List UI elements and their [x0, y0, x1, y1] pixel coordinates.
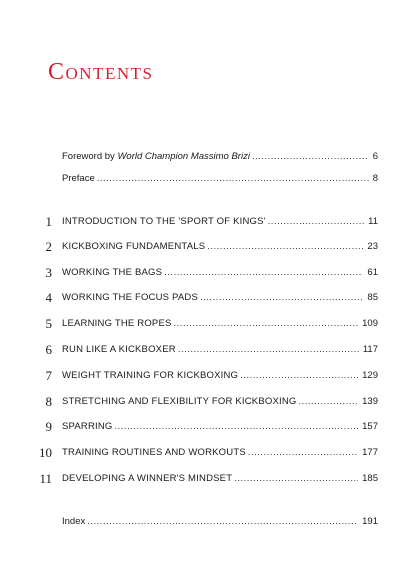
- chapter-title: INTRODUCTION TO THE 'SPORT OF KINGS': [62, 216, 266, 227]
- chapter-number: 9: [45, 419, 52, 434]
- chapter-number: 11: [39, 471, 52, 486]
- toc-page-number: 11: [368, 216, 378, 227]
- dot-leader: [97, 171, 369, 187]
- toc-entry-foreword[interactable]: [0, 149, 416, 165]
- toc-chapter-1[interactable]: [0, 214, 416, 230]
- toc-chapter-6[interactable]: [0, 342, 416, 358]
- toc-entry-label: Index: [62, 516, 86, 527]
- chapter-number: 2: [45, 239, 52, 254]
- chapter-title: LEARNING THE ROPES: [62, 318, 172, 329]
- toc-page-number: 8: [372, 173, 378, 184]
- dot-leader: [248, 445, 358, 461]
- toc-entry-label: Preface: [62, 173, 95, 184]
- toc-page-number: 157: [362, 421, 378, 432]
- toc-entry-emphasis: World Champion Massimo Brizi: [117, 151, 250, 162]
- dot-leader: [234, 471, 358, 487]
- dot-leader: [87, 514, 358, 530]
- dot-leader: [178, 342, 359, 358]
- toc-entry-preface[interactable]: [0, 171, 416, 187]
- toc-page-number: 139: [362, 396, 378, 407]
- toc-chapter-11[interactable]: [0, 471, 416, 487]
- toc-chapter-3[interactable]: [0, 265, 416, 281]
- chapter-title: WORKING THE FOCUS PADS: [62, 292, 199, 303]
- toc-page-number: 185: [362, 473, 378, 484]
- toc-entry-label: Foreword by World Champion Massimo Brizi: [62, 151, 250, 162]
- page-title: Contents: [48, 59, 154, 85]
- toc-page-number: 85: [367, 292, 378, 303]
- toc-page-number: 23: [367, 241, 378, 252]
- toc-chapter-10[interactable]: [0, 445, 416, 461]
- dot-leader: [200, 290, 363, 306]
- toc-page-number: 129: [362, 370, 378, 381]
- dot-leader: [298, 394, 358, 410]
- chapter-title: WORKING THE BAGS: [62, 267, 163, 278]
- dot-leader: [115, 419, 359, 435]
- toc-chapter-2[interactable]: [0, 239, 416, 255]
- dot-leader: [268, 214, 364, 230]
- toc-entry-index[interactable]: [0, 514, 416, 530]
- toc-chapter-9[interactable]: [0, 419, 416, 435]
- toc-page-number: 177: [362, 447, 378, 458]
- dot-leader: [252, 149, 369, 165]
- chapter-title: TRAINING ROUTINES AND WORKOUTS: [62, 447, 246, 458]
- chapter-number: 10: [39, 445, 52, 460]
- chapter-title: KICKBOXING FUNDAMENTALS: [62, 241, 206, 252]
- dot-leader: [207, 239, 363, 255]
- chapter-title: STRETCHING AND FLEXIBILITY FOR KICKBOXING: [62, 396, 297, 407]
- toc-page-number: 61: [367, 267, 378, 278]
- chapter-number: 6: [45, 342, 52, 357]
- chapter-title: DEVELOPING A WINNER'S MINDSET: [62, 473, 233, 484]
- toc-chapter-5[interactable]: [0, 316, 416, 332]
- chapter-title: WEIGHT TRAINING FOR KICKBOXING: [62, 370, 239, 381]
- chapter-number: 1: [45, 214, 52, 229]
- chapter-number: 7: [45, 368, 52, 383]
- dot-leader: [174, 316, 359, 332]
- toc-page-number: 117: [362, 344, 378, 355]
- chapter-title: RUN LIKE A KICKBOXER: [62, 344, 176, 355]
- chapter-number: 8: [45, 394, 52, 409]
- toc-chapter-7[interactable]: [0, 368, 416, 384]
- dot-leader: [240, 368, 358, 384]
- dot-leader: [164, 265, 363, 281]
- chapter-number: 4: [45, 290, 52, 305]
- toc-chapter-4[interactable]: [0, 290, 416, 306]
- chapter-number: 3: [45, 265, 52, 280]
- toc-page-number: 6: [372, 151, 378, 162]
- toc-chapter-8[interactable]: [0, 394, 416, 410]
- chapter-title: SPARRING: [62, 421, 113, 432]
- chapter-number: 5: [45, 316, 52, 331]
- toc-page-number: 109: [362, 318, 378, 329]
- toc-page-number: 191: [362, 516, 378, 527]
